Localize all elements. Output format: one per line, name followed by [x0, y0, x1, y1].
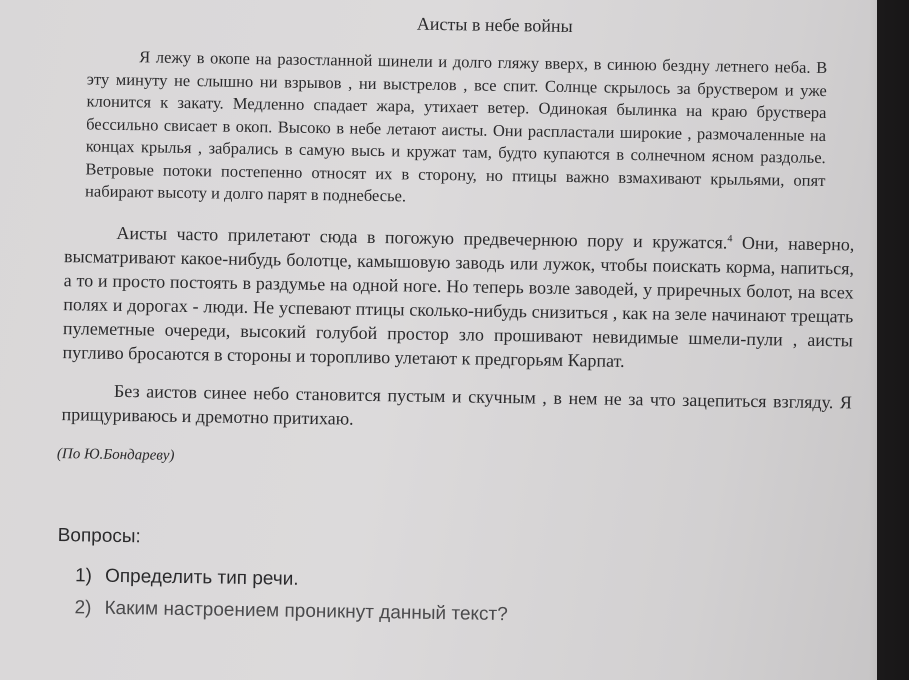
author-attribution: (По Ю.Бондареву)	[56, 445, 175, 464]
footnote-marker: 4	[727, 233, 733, 245]
question-item	[75, 565, 851, 599]
paragraph-2-end: Они, наверно, высматривают какое-нибудь болотце, камышовую заводь или лужок, чтобы поискать корма, напиться, а то и просто постоять в раздумье на одной ноге. Но теперь возле заводей, у приречных болот, на всех полях и дорогах - люди. Не успевают птицы сколько-нибудь снизиться , как на зеле начинают трещать пулеметные очереди, высокий голубой простор зло прошивают невидимые шмели-пули , аисты пугливо бросаются в стороны и торопливо улетают к предгорьям Карпат.	[62, 232, 855, 371]
paragraph-2	[54, 216, 854, 376]
paragraph-2-start: Аисты часто прилетают сюда в погожую предвечернюю пору и кружатся.	[116, 222, 728, 253]
questions-heading: Вопросы:	[57, 524, 141, 547]
paragraph-3: Без аистов синее небо становится пустым и скучным , в нем не за что зацепиться взгляду. Я прищуриваюсь и дремотно притихаю.	[61, 380, 853, 429]
question-number: 1)	[74, 564, 93, 587]
document-text	[50, 8, 859, 631]
background-edge	[869, 0, 909, 680]
question-text: Определить тип речи.	[104, 565, 299, 590]
paragraph-1: Я лежу в окопе на разостланной шинели и долго гляжу вверх, в синюю бездну летнего неба. В эту минуту не слышно ни взрывов , ни выстрелов , все спит. Солнце скрылось за бруствером и уже клонится к закату. Медленно спадает жара, утихает ветер. Одинокая былинка на краю бруствера бессильно свисает в окоп. Высоко в небе летают аисты. Они распластали широкие , размочаленные на концах крылья , забрались в самую высь и кружат там, будто купаются в солнечном ясном раздолье. Ветровые потоки постепенно относят их в сторону, но птицы важно взмахивают крыльями, опят набирают высоту и долго парят в поднебесье.	[84, 47, 828, 206]
question-number: 2)	[74, 596, 92, 619]
document-title: Аисты в небе войны	[416, 13, 573, 37]
question-text: Каким настроением проникнут данный текст?	[104, 597, 508, 625]
